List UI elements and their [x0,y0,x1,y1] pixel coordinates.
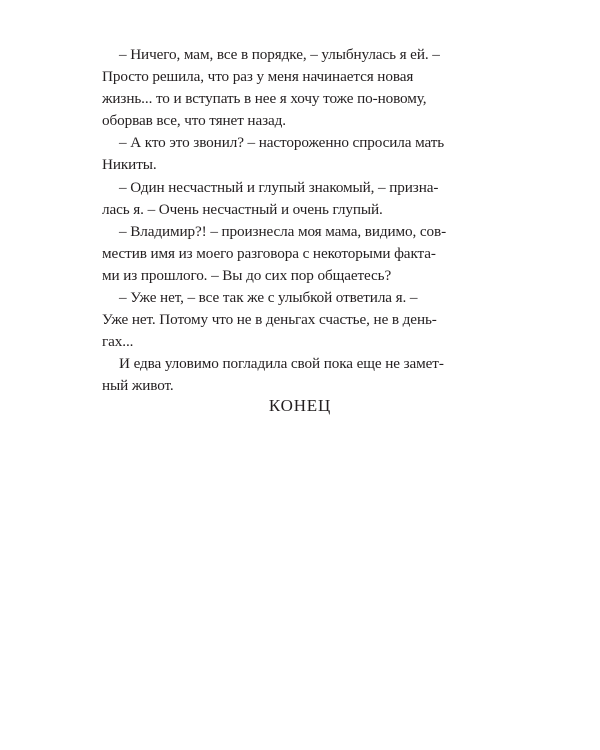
paragraph-vladimir [102,221,493,287]
text-line: жизнь... то и вступать в нее я хочу тоже по-новому, [102,90,427,108]
text-line: – Уже нет, – все так же с улыбкой ответила я. – [119,289,418,307]
paragraph-acquaintance [102,177,493,221]
text-block [102,44,493,398]
paragraph-reply-mom [102,44,493,132]
text-line: лась я. – Очень несчастный и очень глупый. [102,200,383,218]
paragraph-no-longer [102,287,493,353]
text-line: местив имя из моего разговора с некоторыми факта- [102,244,436,262]
text-line: – А кто это звонил? – настороженно спросила мать [119,134,445,152]
text-line: – Один несчастный и глупый знакомый, – призна- [119,178,439,196]
ending-heading: КОНЕЦ [268,396,332,415]
text-line: Никиты. [102,156,157,174]
text-line: ный живот. [102,377,174,395]
text-line: ми из прошлого. – Вы до сих пор общаетесь? [102,266,392,284]
text-line: оборвав все, что тянет назад. [102,112,286,130]
text-line: Просто решила, что раз у меня начинается новая [102,68,414,86]
paragraph-who-called [102,132,493,176]
text-line: – Владимир?! – произнесла моя мама, видимо, сов- [119,222,447,240]
text-line: – Ничего, мам, все в порядке, – улыбнулась я ей. – [119,46,440,63]
text-line: Уже нет. Потому что не в деньгах счастье, не в день- [102,311,437,329]
paragraph-final [102,353,493,397]
text-line: гах... [102,333,134,351]
text-line: И едва уловимо погладила свой пока еще не замет- [119,355,444,373]
